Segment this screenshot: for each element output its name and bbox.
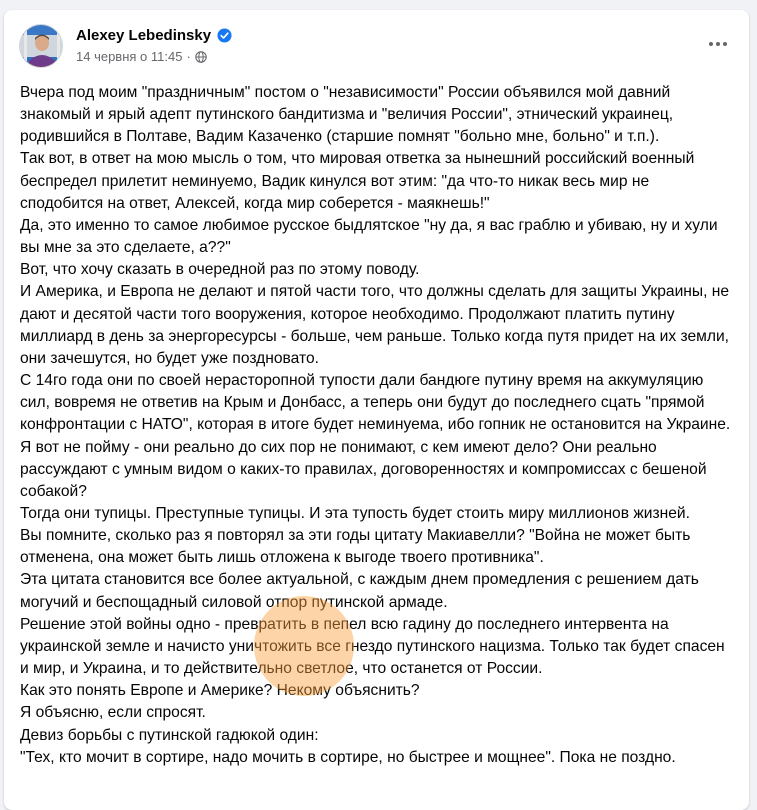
avatar[interactable] [19, 24, 63, 68]
post-paragraph: Вот, что хочу сказать в очередной раз по этому поводу. [20, 261, 420, 279]
post-paragraph: Вчера под моим "праздничным" постом о "независимости" России объявился мой давний знакомый и ярый адепт путинского бандитизма и "величия России", этнический украинец, родившийся в Полтаве, Вадим Казаченко (старшие помнят "больно мне, больно" и т.п.). [20, 84, 674, 146]
avatar-image [20, 25, 63, 68]
author-line [76, 25, 232, 45]
author-block [76, 25, 232, 64]
post-text [20, 82, 736, 769]
post-timestamp[interactable]: 14 червня о 11:45 [76, 49, 183, 64]
post-paragraph: С 14го года они по своей нерасторопной тупости дали бандюге путину время на аккумуляцию сил, вовремя не ответив на Крым и Донбасс, а теперь они будут до последнего сцать "прямой конфронтации с НАТО", которая в итоге будет неминуема, ибо гопник не остановится на Украине. [20, 372, 731, 434]
post-paragraph: Девиз борьбы с путинской гадюкой один: [20, 726, 319, 744]
verified-badge-icon [217, 28, 232, 43]
post-paragraph: И Америка, и Европа не делают и пятой части того, что должны сделать для защиты Украины, не дают и десятой части того вооружения, которое необходимо. Продолжают платить путину миллиард в день за энергоресурсы - больше, чем раньше. Только когда путя придет на их земли, они зачешутся, но будет уже поздновато. [20, 283, 730, 367]
post-paragraph: Я вот не пойму - они реально до сих пор не понимают, с кем имеют дело? Они реально рассуждают с умным видом о каких-то правилах, договоренностях и компромиссах с бешеной собакой? [20, 438, 707, 500]
more-horizontal-icon [708, 41, 728, 47]
author-name[interactable]: Alexey Lebedinsky [76, 26, 212, 44]
post-header [16, 20, 736, 66]
meta-separator: · [186, 49, 191, 64]
post-card [4, 10, 749, 810]
post-paragraph: Как это понять Европе и Америке? Некому объяснить? [20, 682, 420, 700]
post-paragraph: Тогда они тупицы. Преступные тупицы. И эта тупость будет стоить миру миллионов жизней. [20, 504, 690, 522]
post-meta [76, 49, 232, 64]
globe-icon[interactable] [195, 51, 207, 63]
post-paragraph: Так вот, в ответ на мою мысль о том, что мировая ответка за нынешний российский военный беспредел прилетит неминуемо, Вадик кинулся вот этим: "да что-то никак весь мир не сподобится на ответ, Алексей, когда мир соберется - маякнешь!" [20, 150, 695, 212]
post-paragraph: Вы помните, сколько раз я повторял за эти годы цитату Макиавелли? "Война не может быть отменена, она может быть лишь отложена к выгоде твоего противника". [20, 527, 691, 567]
post-paragraph: "Тех, кто мочит в сортире, надо мочить в сортире, но быстрее и мощнее". Пока не поздно. [20, 748, 676, 766]
more-options-button[interactable] [700, 26, 736, 62]
post-paragraph: Я объясню, если спросят. [20, 704, 206, 722]
post-paragraph: Эта цитата становится все более актуальной, с каждым днем промедления с решением дать могучий и беспощадный силовой отпор путинской армаде. [20, 571, 699, 611]
post-paragraph: Решение этой войны одно - превратить в пепел всю гадину до последнего интервента на украинской земле и начисто уничтожить все гнездо путинского нацизма. Только так будет спасен и мир, и Украина, и то действительно светлое, что останется от России. [20, 615, 725, 678]
post-paragraph: Да, это именно то самое любимое русское быдлятское "ну да, я вас граблю и убиваю, ну и хули вы мне за это сделаете, а??" [20, 216, 718, 257]
